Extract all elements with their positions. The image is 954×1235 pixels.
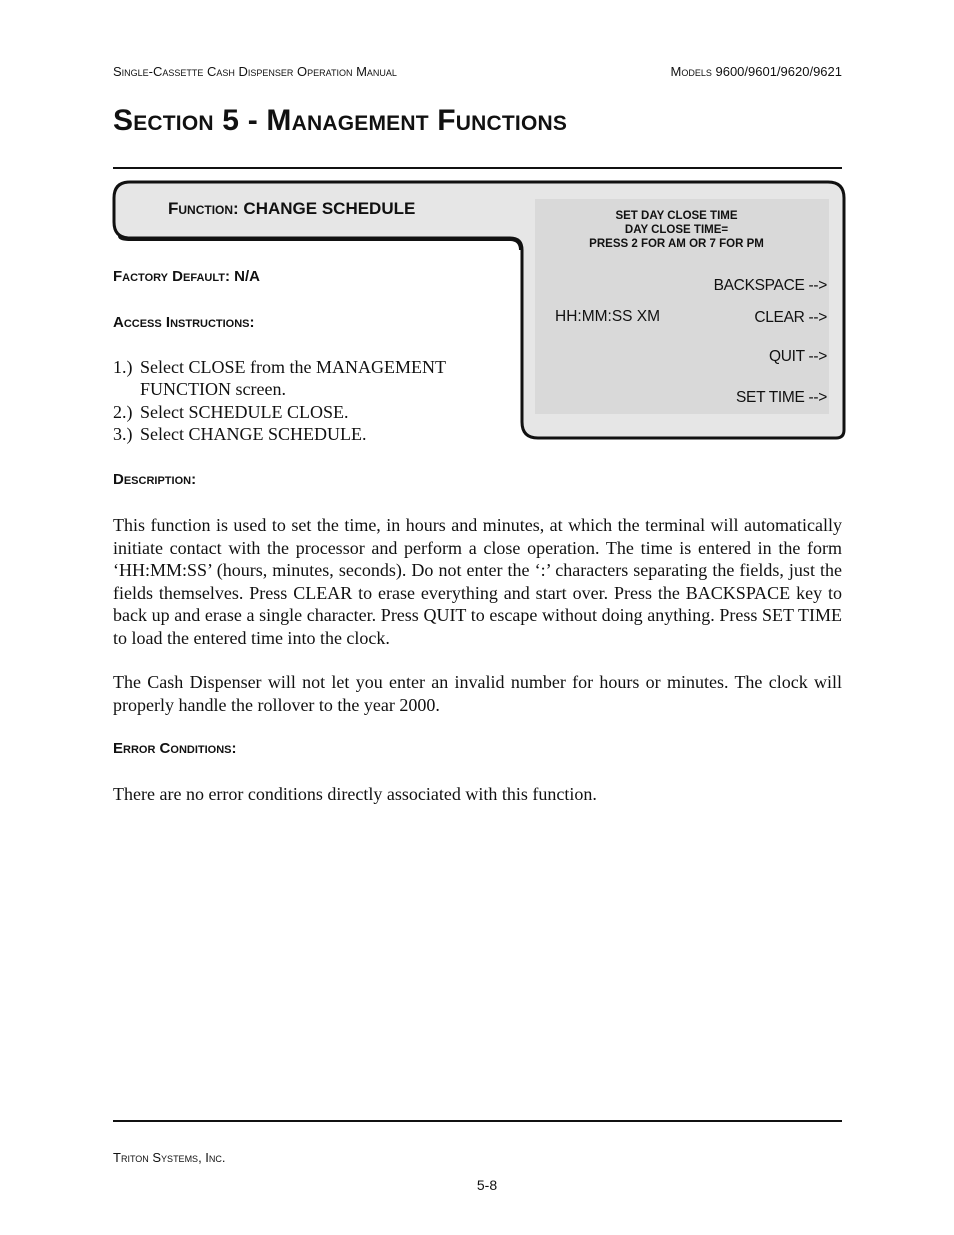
time-entry-field[interactable]: HH:MM:SS XM bbox=[555, 308, 661, 325]
step-number: 1.) bbox=[113, 357, 133, 377]
step-number: 2.) bbox=[113, 402, 133, 422]
description-paragraph-1: This function is used to set the time, in hours and minutes, at which the terminal will automatically initiate contact with the processor and perform a close operation. The time is entered in the form ‘HH:MM:SS’ (hours, minutes, seconds). Do not enter the ‘:’ characters separating the fields, just the fields themselves. Press CLEAR to erase everything and start over. Press the BACKSPACE key to back up and erase a single character. Press QUIT to escape without doing anything. Press SET TIME to load the entered time into the clock. bbox=[113, 515, 842, 648]
description-paragraph-2: The Cash Dispenser will not let you enter an invalid number for hours or minutes. The clock will properly handle the rollover to the year 2000. bbox=[113, 672, 842, 715]
step-text: Select SCHEDULE CLOSE. bbox=[140, 402, 349, 422]
screen-line-2: DAY CLOSE TIME= bbox=[624, 224, 729, 236]
clear-key[interactable]: CLEAR --> bbox=[754, 309, 827, 326]
step-2 bbox=[113, 402, 349, 423]
running-header-title: Single-Cassette Cash Dispenser Operation Manual bbox=[113, 64, 397, 79]
set-time-key[interactable]: SET TIME --> bbox=[736, 389, 827, 406]
step-1-continued: FUNCTION screen. bbox=[140, 379, 286, 399]
access-instructions-label: Access Instructions: bbox=[113, 314, 255, 331]
page-number: 5-8 bbox=[476, 1177, 498, 1193]
screen-line-1: SET DAY CLOSE TIME bbox=[615, 210, 738, 222]
footer-rule bbox=[113, 1120, 842, 1122]
error-conditions-text: There are no error conditions directly associated with this function. bbox=[113, 784, 597, 804]
step-1 bbox=[113, 357, 446, 378]
description-label: Description: bbox=[113, 471, 197, 488]
section-title: Section 5 - Management Functions bbox=[113, 104, 568, 137]
footer-company: Triton Systems, Inc. bbox=[113, 1150, 226, 1165]
screen-line-3: PRESS 2 FOR AM OR 7 FOR PM bbox=[589, 238, 764, 250]
header-rule bbox=[113, 167, 842, 169]
step-number: 3.) bbox=[113, 424, 133, 444]
error-conditions-label: Error Conditions: bbox=[113, 740, 237, 757]
running-header-models: Models 9600/9601/9620/9621 bbox=[670, 64, 842, 79]
step-3 bbox=[113, 424, 366, 445]
quit-key[interactable]: QUIT --> bbox=[768, 348, 827, 365]
function-title: Function: CHANGE SCHEDULE bbox=[168, 199, 416, 218]
factory-default: Factory Default: N/A bbox=[113, 268, 260, 285]
step-text: Select CLOSE from the MANAGEMENT bbox=[140, 357, 446, 377]
step-text: Select CHANGE SCHEDULE. bbox=[140, 424, 367, 444]
backspace-key[interactable]: BACKSPACE --> bbox=[713, 277, 827, 294]
